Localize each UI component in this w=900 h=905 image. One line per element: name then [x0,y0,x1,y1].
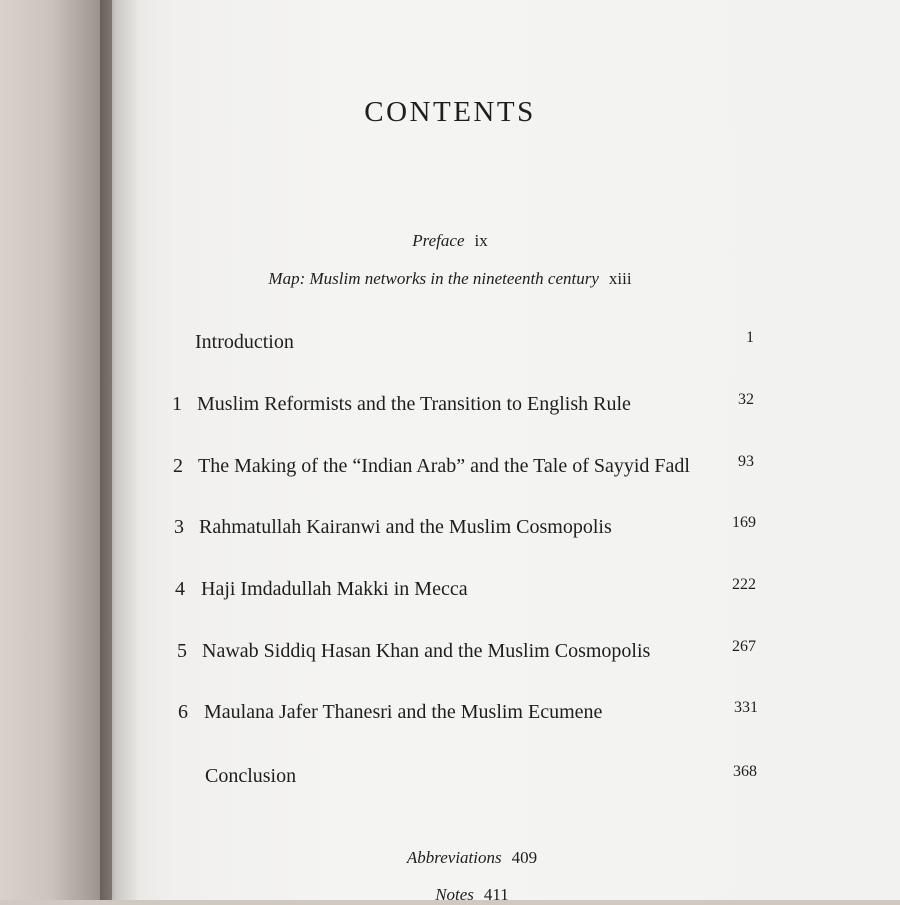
front-matter-preface [0,231,900,251]
back-matter-page: 409 [511,848,538,867]
entry-page: 267 [732,638,756,655]
front-matter-label: Preface [412,231,465,250]
entry-title: Haji Imdadullah Makki in Mecca [201,578,468,600]
entry-title: Conclusion [205,765,297,787]
entry-page: 1 [746,329,754,346]
entry-title: Rahmatullah Kairanwi and the Muslim Cosmopolis [199,516,612,538]
front-matter-map [0,269,900,289]
entry-number: 1 [172,393,182,415]
back-matter-page: 411 [483,885,509,904]
entry-title: Muslim Reformists and the Transition to English Rule [197,393,631,415]
back-matter-label: Abbreviations [406,848,502,867]
entry-page: 169 [732,514,756,531]
entry-number: 2 [173,455,183,477]
facing-page [0,0,112,900]
book-gutter [100,0,140,900]
front-matter-page: xiii [608,269,632,288]
page-title: CONTENTS [364,96,536,128]
entry-number: 3 [174,516,184,538]
entry-number: 6 [178,701,188,723]
entry-title: The Making of the “Indian Arab” and the Tale of Sayyid Fadl [198,455,690,477]
entry-number: 4 [175,578,185,600]
front-matter-label: Map: Muslim networks in the nineteenth century [268,269,599,288]
back-matter-notes [22,885,900,905]
entry-page: 32 [738,391,754,408]
entry-title: Nawab Siddiq Hasan Khan and the Muslim Cosmopolis [202,640,651,662]
entry-page: 93 [738,453,754,470]
entry-page: 331 [734,699,758,716]
entry-title: Maulana Jafer Thanesri and the Muslim Ecumene [204,701,603,723]
back-matter-label: Notes [435,885,474,904]
back-matter-abbreviations [22,848,900,868]
entry-number: 5 [177,640,187,662]
entry-page: 368 [733,763,757,780]
entry-title: Introduction [195,331,294,353]
entry-page: 222 [732,576,756,593]
front-matter-page: ix [474,231,488,250]
